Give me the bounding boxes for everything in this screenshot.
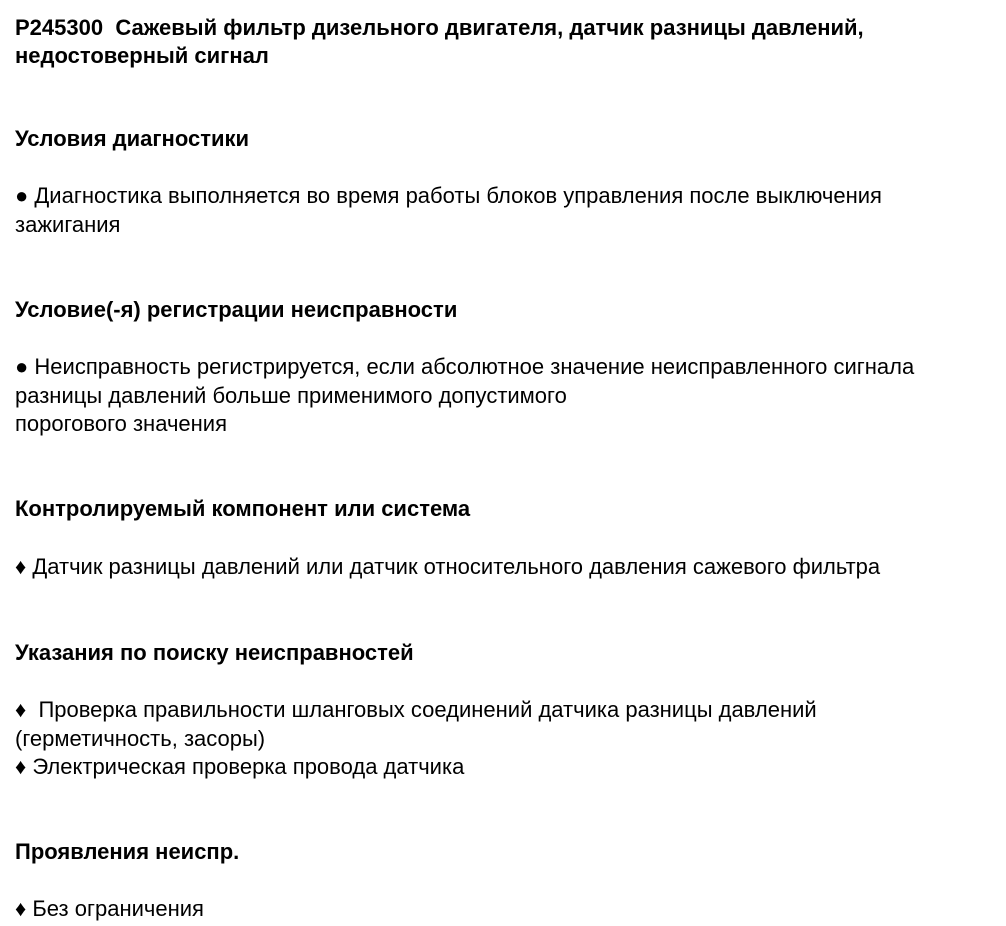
list-item: ♦ Проверка правильности шланговых соединений датчика разницы давлений: [15, 697, 817, 722]
list-item-continuation: зажигания: [15, 211, 121, 237]
section-heading-troubleshooting: Указания по поиску неисправностей: [15, 640, 414, 665]
list-item: ♦ Без ограничения: [15, 896, 204, 921]
fault-code: P245300: [15, 15, 104, 40]
list-item: ● Диагностика выполняется во время работы блоков управления после выключения: [15, 183, 882, 208]
list-item: ● Неисправность регистрируется, если абсолютное значение неисправленного сигнала: [15, 354, 915, 379]
document-title: [15, 14, 1000, 70]
section-heading-diagnostic-conditions: Условия диагностики: [15, 126, 250, 151]
list-item: ♦ Датчик разницы давлений или датчик относительного давления сажевого фильтра: [15, 554, 881, 579]
section-body-troubleshooting: [15, 696, 1000, 782]
section-body-fault-registration: [15, 353, 1000, 439]
section-heading-monitored-component: Контролируемый компонент или система: [15, 496, 471, 521]
list-item: ♦ Электрическая проверка провода датчика: [15, 754, 465, 779]
title-line-2: недостоверный сигнал: [15, 43, 269, 68]
title-text: Сажевый фильтр дизельного двигателя, датчик разницы давлений,: [115, 15, 864, 40]
title-line-1: [15, 14, 1000, 42]
list-item-continuation: порогового значения: [15, 411, 227, 436]
list-item-continuation: разницы давлений больше применимого допустимого: [15, 382, 567, 408]
section-body-diagnostic-conditions: [15, 182, 1000, 239]
section-heading-fault-registration: Условие(-я) регистрации неисправности: [15, 297, 458, 322]
section-body-symptoms: [15, 895, 1000, 924]
section-body-monitored-component: [15, 553, 1000, 582]
section-heading-symptoms: Проявления неиспр.: [15, 839, 240, 864]
list-item-continuation: (герметичность, засоры): [15, 725, 266, 751]
